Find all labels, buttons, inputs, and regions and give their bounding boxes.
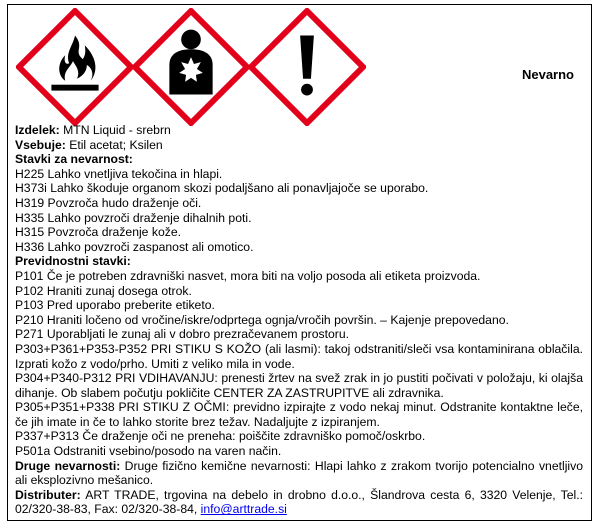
hazard-statement: H335 Lahko povzroči draženje dihalnih poti. — [15, 210, 252, 225]
label-content — [15, 123, 583, 517]
hazard-statement: H225 Lahko vnetljiva tekočina in hlapi. — [15, 166, 223, 181]
hazard-statement: H315 Povzroča draženje kože. — [15, 225, 181, 240]
precautionary-statement: P337+P313 Če draženje oči ne preneha: poiščite zdravniško pomoč/oskrbo. — [15, 429, 426, 444]
exclamation-mark-icon — [248, 8, 366, 126]
contains-label: Vsebuje: — [15, 137, 66, 152]
precautionary-statement: P304+P340-P312 PRI VDIHAVANJU: prenesti žrtev na svež zrak in jo pustiti počivati v položaju, ki olajša dihanje. Ob slabem počutju pokličite CENTER ZA ZASTRUPITVE ali zdravnika. — [15, 371, 583, 400]
other-hazards-label: Druge nevarnosti: — [15, 458, 121, 473]
precautionary-statement: P102 Hraniti zunaj dosega otrok. — [15, 283, 192, 298]
hazard-statement: H373i Lahko škoduje organom skozi podaljšano ali ponavljajoče se uporabo. — [15, 181, 429, 196]
hazard-heading: Stavki za nevarnost: — [15, 152, 133, 167]
precautionary-statement: P271 Uporabljati le zunaj ali v dobro prezračevanem prostoru. — [15, 327, 349, 342]
signal-word: Nevarno — [521, 67, 574, 82]
other-hazards-line — [15, 459, 583, 488]
contains-line — [15, 138, 583, 153]
distributor-value: ART TRADE, trgovina na debelo in drobno d.o.o., Šlandrova cesta 6, 3320 Velenje, Tel.: 02/320-38-83, Fax: 02/320-38-84, — [15, 487, 583, 517]
precautionary-statement: P101 Če je potreben zdravniški nasvet, mora biti na voljo posoda ali etiketa proizvoda. — [15, 268, 481, 283]
distributor-label: Distributer: — [15, 487, 81, 502]
contains-value: Etil acetat; Ksilen — [69, 137, 163, 152]
product-value: MTN Liquid - srebrn — [63, 123, 171, 137]
distributor-line — [15, 488, 583, 517]
hazard-statement: H319 Povzroča hudo draženje oči. — [15, 195, 202, 210]
product-label: Izdelek: — [15, 123, 60, 137]
precautionary-statement: P210 Hraniti ločeno od vročine/iskre/odprtega ognja/vročih površin. – Kajenje prepovedano. — [15, 312, 509, 327]
hazard-statement: H336 Lahko povzroči zaspanost ali omotico. — [15, 239, 254, 254]
other-hazards-value: Druge fizično kemične nevarnosti: Hlapi lahko z zrakom tvorijo potencialno vnetljivo ali eksplozivno mešanico. — [15, 458, 583, 488]
precaution-heading: Previdnostni stavki: — [15, 254, 131, 269]
precautionary-statement: P303+P361+P353-P352 PRI STIKU S KOŽO (ali lasmi): takoj odstraniti/sleči vsa kontaminirana oblačila. Izprati kožo z vodo/prho. Umiti z veliko mila in vode. — [15, 341, 583, 371]
health-hazard-icon — [132, 8, 250, 126]
product-line — [15, 123, 583, 138]
precautionary-statement: P103 Pred uporabo preberite etiketo. — [15, 298, 215, 313]
precautionary-statement: P305+P351+P338 PRI STIKU Z OČMI: previdno izpirajte z vodo nekaj minut. Odstranite kontaktne leče, če jih imate in če to lahko storite brez težav. Nadaljujte z izpiranjem. — [15, 400, 583, 429]
flame-icon — [16, 8, 134, 126]
precautionary-statement: P501a Odstraniti vsebino/posodo na varen način. — [15, 444, 282, 459]
distributor-email-link[interactable]: info@arttrade.si — [200, 502, 287, 517]
